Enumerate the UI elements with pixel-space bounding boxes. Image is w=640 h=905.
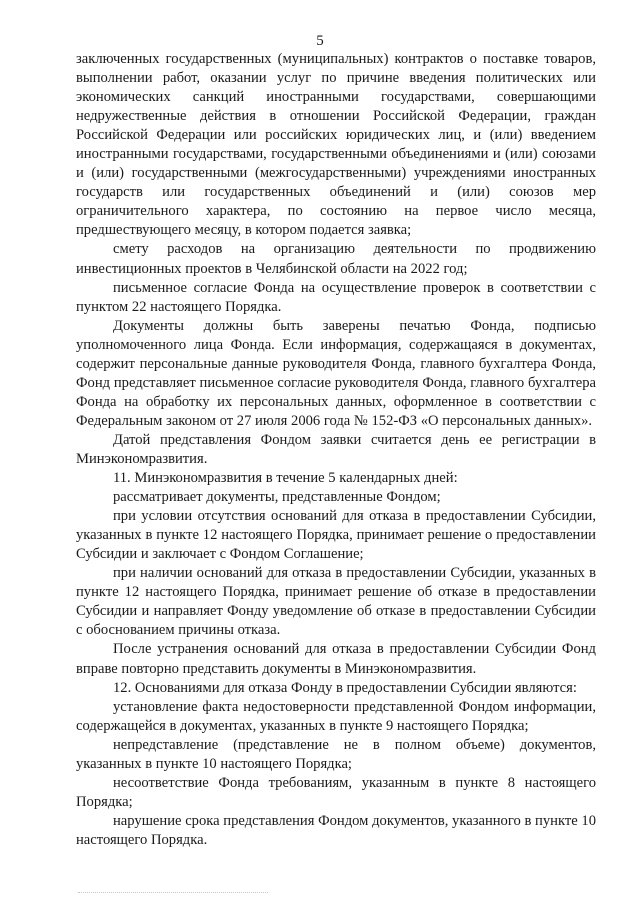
paragraph: при условии отсутствия оснований для отказа в предоставлении Субсидии, указанных в пункте 12 настоящего Порядка, принимает решение о предоставлении Субсидии и заключает с Фондом Соглашение; <box>76 508 596 563</box>
paragraph: Документы должны быть заверены печатью Фонда, подписью уполномоченного лица Фонда. Если информация, содержащаяся в документах, содержит персональные данные руководителя Фонда, главного бухгалтера Фонда, Фонд представляет письменное согласие руководителя Фонда, главного бухгалтера Фонда на обработку их персональных данных, оформленное в соответствии с Федеральным законом от 27 июля 2006 года № 152-ФЗ «О персональных данных». <box>76 317 596 429</box>
page-number: 5 <box>316 33 324 49</box>
paragraph: рассматривает документы, представленные Фондом; <box>113 489 441 506</box>
paragraph-clause-11: 11. Минэкономразвития в течение 5 календарных дней: <box>113 470 458 487</box>
paragraph: нарушение срока представления Фондом документов, указанного в пункте 10 настоящего Порядка. <box>76 812 596 848</box>
paragraph: письменное согласие Фонда на осуществление проверок в соответствии с пунктом 22 настоящего Порядка. <box>76 279 596 315</box>
paragraph-continuation: заключенных государственных (муниципальных) контрактов о поставке товаров, выполнении работ, оказании услуг по причине введения политических или экономических санкций иностранными государствами, совершающими недружественные действия в отношении Российской Федерации, граждан Российской Федерации или российских юридических лиц, и (или) введением иностранными государствами, государственными объединениями и (или) союзами и (или) государственными (межгосударственными) учреждениями иностранных государств или государственных объединений и (или) союзов мер ограничительного характера, по состоянию на первое число месяца, предшествующего месяцу, в котором подается заявка; <box>76 51 596 239</box>
paragraph: при наличии оснований для отказа в предоставлении Субсидии, указанных в пункте 12 настоящего Порядка, принимает решение об отказе в предоставлении Субсидии и направляет Фонду уведомление об отказе в предоставлении Субсидии с обоснованием причины отказа. <box>76 565 596 639</box>
document-body <box>76 50 596 850</box>
paragraph-clause-12: 12. Основаниями для отказа Фонду в предоставлении Субсидии являются: <box>113 679 577 696</box>
paragraph: Датой представления Фондом заявки считается день ее регистрации в Минэкономразвития. <box>76 431 596 467</box>
paragraph: После устранения оснований для отказа в предоставлении Субсидии Фонд вправе повторно представить документы в Минэкономразвития. <box>76 641 596 677</box>
paragraph: несоответствие Фонда требованиям, указанным в пункте 8 настоящего Порядка; <box>76 774 596 810</box>
paragraph: непредставление (представление не в полном объеме) документов, указанных в пункте 10 настоящего Порядка; <box>76 736 596 772</box>
paragraph: смету расходов на организацию деятельности по продвижению инвестиционных проектов в Челябинской области на 2022 год; <box>76 241 596 277</box>
paragraph: установление факта недостоверности представленной Фондом информации, содержащейся в документах, указанных в пункте 9 настоящего Порядка; <box>76 698 596 734</box>
footer-dotted-rule <box>78 892 268 893</box>
